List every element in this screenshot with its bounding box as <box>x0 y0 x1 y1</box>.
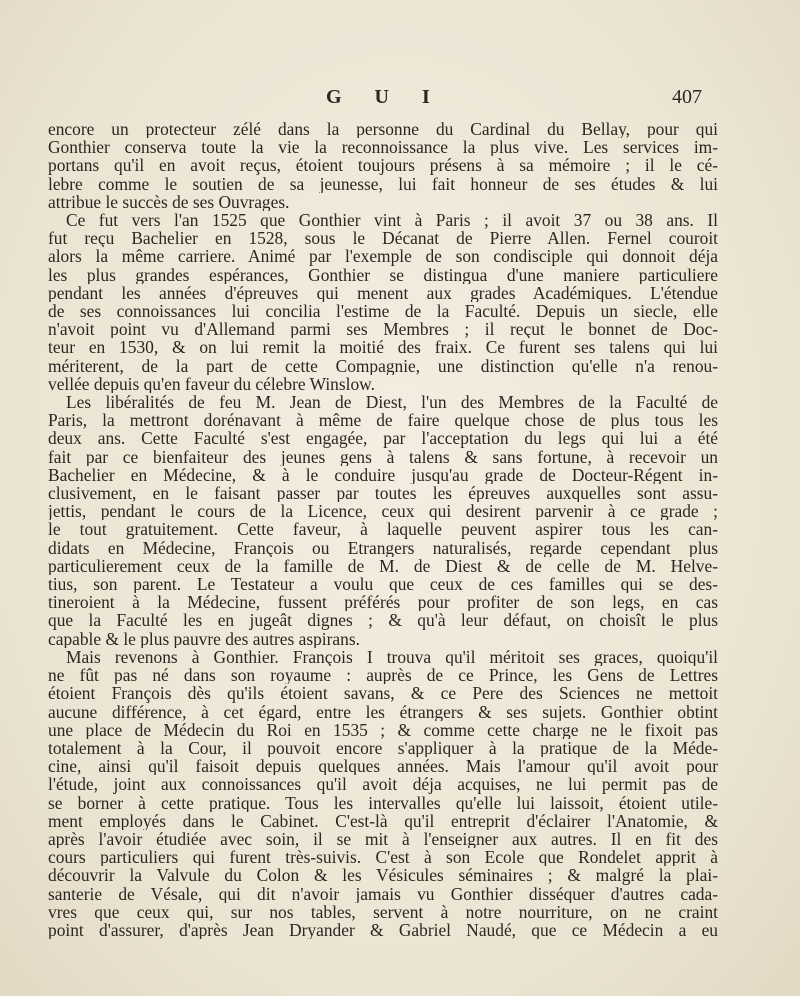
text-line: vres que ceux qui, sur nos tables, servent à notre nourriture, on ne craint <box>48 902 718 921</box>
text-line: fut reçu Bachelier en 1528, sous le Décanat de Pierre Allen. Fernel couroit <box>48 229 718 248</box>
text-line: capable & le plus pauvre des autres aspirans. <box>48 629 360 648</box>
text-line: point d'assurer, d'après Jean Dryander & Gabriel Naudé, que ce Médecin a eu <box>48 920 718 940</box>
paragraph <box>48 211 718 393</box>
page-number: 407 <box>672 86 702 108</box>
text-line: ne fût pas né dans son royaume : auprès de ce Prince, les Gens de Lettres <box>48 666 718 685</box>
text-line: Mais revenons à Gonthier. François I trouva qu'il méritoit ses graces, quoiqu'il <box>66 647 718 667</box>
text-line: Gonthier conserva toute la vie la reconnoissance la plus vive. Les services im- <box>48 138 718 157</box>
running-head: G U I <box>326 86 444 108</box>
text-line: après l'avoir étudiée avec soin, il se mit à l'enseigner aux autres. Il en fit des <box>48 829 718 849</box>
text-line: Les libéralités de feu M. Jean de Diest, l'un des Membres de la Faculté de <box>66 393 718 412</box>
text-line: particulierement ceux de la famille de M. de Diest & de celle de M. Helve- <box>48 556 718 576</box>
text-line: ment employés dans le Cabinet. C'est-là qu'il entreprit d'éclairer l'Anatomie, & <box>48 811 718 830</box>
text-line: clusivement, en le faisant passer par toutes les épreuves auxquelles sont assu- <box>48 484 718 503</box>
text-line: une place de Médecin du Roi en 1535 ; & comme cette charge ne le fixoit pas <box>48 720 718 739</box>
text-line: mériterent, de la part de cette Compagnie, une distinction qu'elle n'a renou- <box>48 356 718 375</box>
text-line: cine, ainsi qu'il faisoit depuis quelques années. Mais l'amour qu'il avoit pour <box>48 757 718 776</box>
text-line: totalement à la Cour, il pouvoit encore s'appliquer à la pratique de la Méde- <box>48 738 718 758</box>
text-line: étoient François dès qu'ils étoient savans, & ce Pere des Sciences ne mettoit <box>48 684 718 703</box>
text-line: cours particuliers qui furent très-suivis. C'est à son Ecole que Rondelet apprit à <box>48 848 718 867</box>
text-line: alors la même carriere. Animé par l'exemple de son condisciple qui donnoit déja <box>48 247 718 266</box>
paragraph <box>48 648 718 939</box>
text-line: Ce fut vers l'an 1525 que Gonthier vint à Paris ; il avoit 37 ou 38 ans. Il <box>66 211 718 230</box>
text-line: aucune différence, à cet égard, entre les étrangers & ses sujets. Gonthier obtint <box>48 702 718 721</box>
text-line: Paris, la mettront dorénavant à même de faire quelque chose de plus tous les <box>48 411 718 430</box>
page-header <box>0 86 800 116</box>
body-text <box>48 120 718 939</box>
text-line: fait par ce bienfaiteur des jeunes gens à talens & sans fortune, à recevoir un <box>48 447 718 466</box>
text-line: didats en Médecine, François ou Etrangers naturalisés, regarde cependant plus <box>48 538 718 557</box>
paragraph <box>48 393 718 648</box>
text-line: de ses connoissances lui concilia l'estime de la Faculté. Depuis un siecle, elle <box>48 302 718 321</box>
paragraph <box>48 120 718 211</box>
text-line: le tout gratuitement. Cette faveur, à laquelle peuvent aspirer tous les can- <box>48 520 718 539</box>
text-line: lebre comme le soutien de sa jeunesse, lui fait honneur de ses études & lui <box>48 174 718 193</box>
text-line: que la Faculté les en jugeât dignes ; & qu'à leur défaut, on choisît le plus <box>48 611 718 630</box>
text-line: pendant les années d'épreuves qui menent aux grades Académiques. L'étendue <box>48 283 718 303</box>
text-line: n'avoit point vu d'Allemand parmi ses Membres ; il reçut le bonnet de Doc- <box>48 320 718 339</box>
text-line: attribue le succès de ses Ouvrages. <box>48 192 290 212</box>
text-line: l'étude, joint aux connoissances qu'il avoit déja acquises, ne lui permit pas de <box>48 775 718 794</box>
text-line: vellée depuis qu'en faveur du célebre Winslow. <box>48 374 375 394</box>
text-line: portans qu'il en avoit reçus, étoient toujours présens à sa mémoire ; il le cé- <box>48 156 718 175</box>
text-line: deux ans. Cette Faculté s'est engagée, par l'acceptation du legs qui lui a été <box>48 429 718 448</box>
text-line: découvrir la Valvule du Colon & les Vésicules séminaires ; & malgré la plai- <box>48 866 718 885</box>
text-line: encore un protecteur zélé dans la personne du Cardinal du Bellay, pour qui <box>48 120 718 139</box>
text-line: se borner à cette pratique. Tous les intervalles qu'elle lui laissoit, étoient utile- <box>48 793 718 812</box>
text-line: Bachelier en Médecine, & à le conduire jusqu'au grade de Docteur-Régent in- <box>48 465 718 485</box>
text-line: teur en 1530, & on lui remit la moitié des fraix. Ce furent ses talens qui lui <box>48 338 718 357</box>
text-line: santerie de Vésale, qui dit n'avoir jamais vu Gonthier disséquer d'autres cada- <box>48 884 718 903</box>
text-line: tius, son parent. Le Testateur a voulu que ceux de ces familles qui se des- <box>48 575 718 594</box>
text-line: les plus grandes espérances, Gonthier se distingua d'une maniere particuliere <box>48 265 718 284</box>
text-line: jettis, pendant le cours de la Licence, ceux qui desirent parvenir à ce grade ; <box>48 502 718 521</box>
text-line: tineroient à la Médecine, fussent préférés pour profiter de son legs, en cas <box>48 593 718 612</box>
